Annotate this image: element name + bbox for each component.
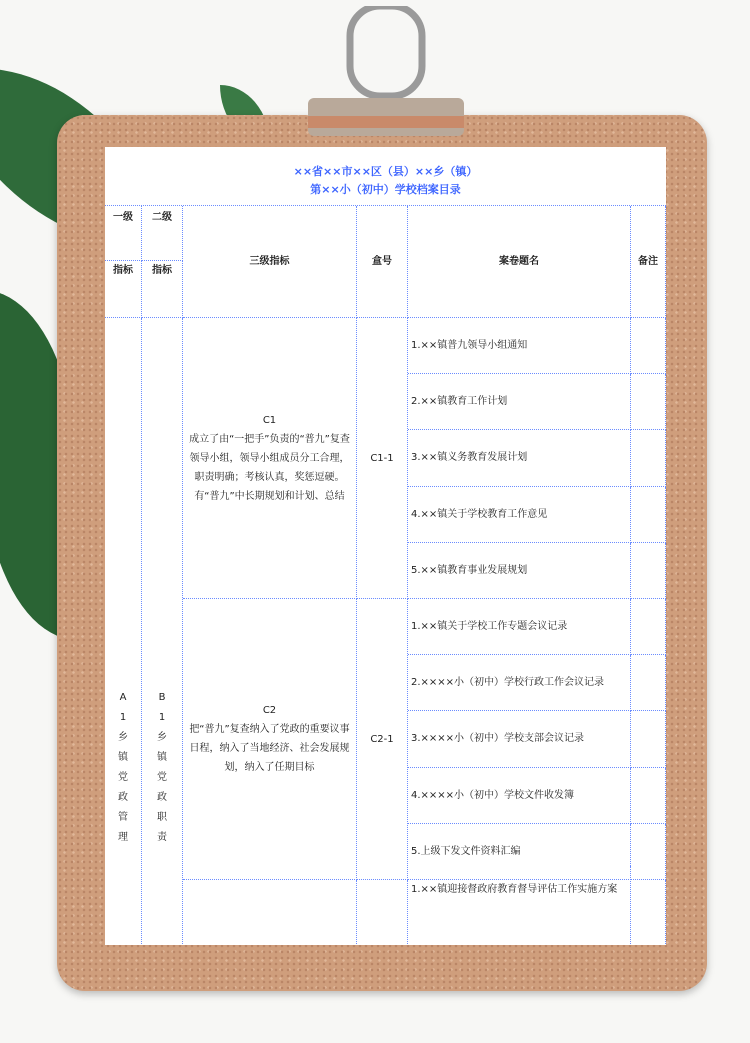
level3-description: 成立了由“一把手”负责的“普九”复查领导小组，领导小组成员分工合理，职责明确；考核认真，奖惩逗硬。有“普九”中长期规划和计划、总结 <box>189 433 350 502</box>
vertical-char: 职 <box>157 811 167 823</box>
vertical-char: 政 <box>157 791 167 803</box>
header-file-title: 案卷题名 <box>408 206 631 318</box>
remark-cell <box>631 487 666 543</box>
remark-cell <box>631 768 666 824</box>
file-title-row[interactable]: 4.××××小（初中）学校文件收发簿 <box>408 768 631 824</box>
vertical-char: 党 <box>118 771 128 783</box>
header-level3: 三级指标 <box>183 206 357 318</box>
header-remark: 备注 <box>631 206 666 318</box>
title-line2: 第××小（初中）学校档案目录 <box>310 183 461 196</box>
file-title-row: 1.××镇迎接督政府教育督导评估工作实施方案 <box>408 866 631 945</box>
level3-code: C2 <box>262 705 277 716</box>
vertical-char: 1 <box>158 711 166 723</box>
level3-code: C1 <box>262 414 277 426</box>
remark-cell <box>631 655 666 711</box>
file-title-row[interactable]: 4.××镇关于学校教育工作意见 <box>408 487 631 543</box>
vertical-char: 镇 <box>157 751 167 763</box>
file-title-row[interactable]: 5.××镇教育事业发展规划 <box>408 543 631 599</box>
file-title-row[interactable]: 1.××镇普九领导小组通知 <box>408 318 631 374</box>
vertical-char: 党 <box>157 771 167 783</box>
file-title-row[interactable]: 3.××镇义务教育发展计划 <box>408 430 631 486</box>
box-number <box>357 880 408 945</box>
file-title-row[interactable]: 1.××镇关于学校工作专题会议记录 <box>408 599 631 655</box>
file-title-row[interactable]: 3.××××小（初中）学校支部会议记录 <box>408 711 631 767</box>
remark-cell <box>631 599 666 655</box>
level1-indicator <box>105 318 142 945</box>
level3-indicator <box>183 599 357 880</box>
remark-cell <box>631 374 666 430</box>
remark-cell <box>631 430 666 486</box>
remark-cell <box>631 711 666 767</box>
level3-description: 把“普九”复查纳入了党政的重要议事日程，纳入了当地经济、社会发展规划，纳入了任期目标 <box>189 724 350 773</box>
vertical-char: 乡 <box>118 731 128 743</box>
vertical-char: 1 <box>119 711 127 723</box>
vertical-char: 管 <box>118 811 128 823</box>
remark-cell <box>631 318 666 374</box>
header-level1-bottom: 指标 <box>105 261 142 318</box>
header-level1-top: 一级 <box>105 206 142 261</box>
header-box: 盒号 <box>357 206 408 318</box>
level3-indicator <box>183 318 357 599</box>
box-number: C1-1 <box>357 318 408 599</box>
vertical-char: 镇 <box>118 751 128 763</box>
header-level2-bottom: 指标 <box>142 261 183 318</box>
file-title-row[interactable]: 2.××镇教育工作计划 <box>408 374 631 430</box>
vertical-char: A <box>119 691 127 703</box>
level3-indicator <box>183 880 357 945</box>
file-title-row[interactable]: 5.上级下发文件资料汇编 <box>408 824 631 880</box>
remark-cell <box>631 824 666 880</box>
title-line1: ××省××市××区（县）××乡（镇） <box>293 165 478 178</box>
level2-indicator <box>142 318 183 945</box>
binder-clip-icon <box>308 6 464 136</box>
box-number: C2-1 <box>357 599 408 880</box>
vertical-char: 乡 <box>157 731 167 743</box>
vertical-char: 责 <box>157 831 167 843</box>
vertical-char: B <box>158 691 166 703</box>
remark-cell <box>631 880 666 945</box>
file-title-row[interactable]: 2.××××小（初中）学校行政工作会议记录 <box>408 655 631 711</box>
catalog-table <box>105 205 666 945</box>
remark-cell <box>631 543 666 599</box>
vertical-char: 政 <box>118 791 128 803</box>
vertical-char: 理 <box>118 831 128 843</box>
document-page <box>105 147 666 945</box>
header-level2-top: 二级 <box>142 206 183 261</box>
